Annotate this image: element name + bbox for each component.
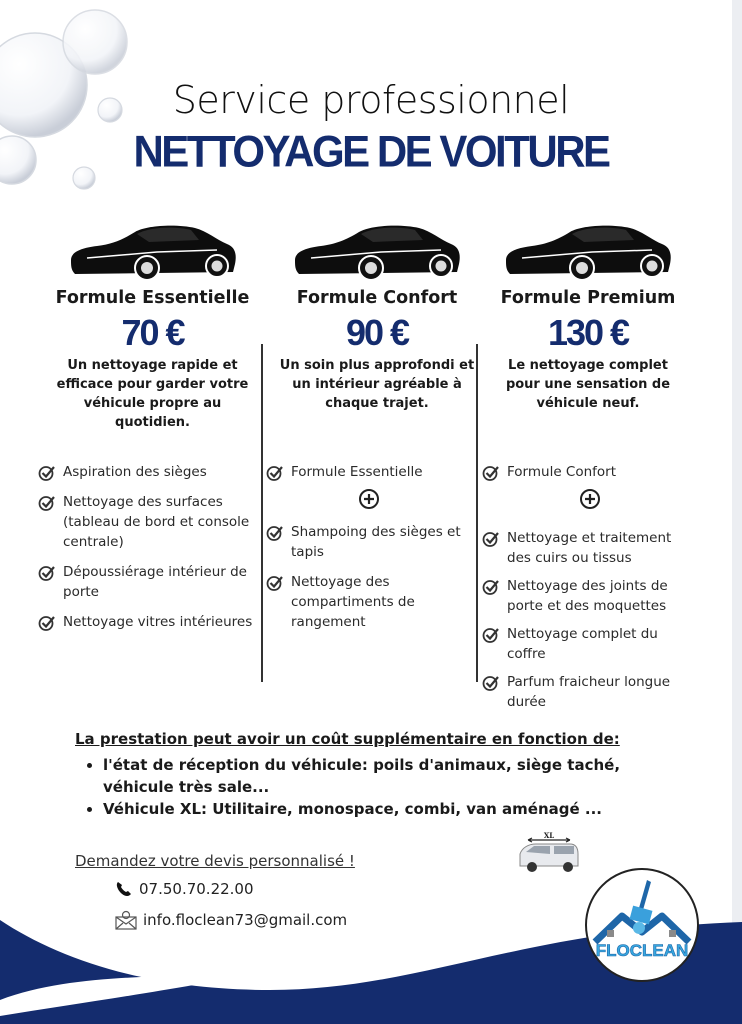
- brand-logo-icon: [587, 870, 697, 980]
- extra-cost-section: [75, 730, 675, 820]
- check-circle-icon: [38, 464, 56, 482]
- column-divider: [261, 344, 263, 682]
- feature-item: [266, 522, 471, 562]
- van-xl-label: XL: [543, 832, 555, 840]
- formula-price: 90 €: [345, 312, 409, 353]
- phone-icon: [115, 880, 133, 898]
- feature-list-confort: [266, 462, 471, 642]
- feature-text: Nettoyage des surfaces (tableau de bord et console centrale): [63, 494, 250, 550]
- feature-text: Nettoyage des joints de porte et des moquettes: [507, 578, 668, 614]
- feature-item: [266, 462, 471, 482]
- feature-text: Formule Confort: [507, 464, 617, 480]
- check-circle-icon: [482, 578, 500, 596]
- feature-item: [38, 562, 253, 602]
- formula-essentielle: [40, 220, 265, 432]
- page-subtitle: Service professionnel: [172, 78, 570, 122]
- check-circle-icon: [266, 574, 284, 592]
- feature-text: Shampoing des sièges et tapis: [291, 524, 461, 560]
- check-circle-icon: [38, 494, 56, 512]
- extra-cost-title: La prestation peut avoir un coût supplémentaire en fonction de:: [75, 730, 620, 748]
- car-icon: [67, 220, 239, 284]
- feature-item: [482, 624, 697, 664]
- feature-item: [266, 572, 471, 632]
- feature-text: Nettoyage des compartiments de rangement: [291, 574, 415, 630]
- plus-separator: [266, 488, 471, 516]
- page-title: NETTOYAGE DE VOITURE: [133, 126, 609, 177]
- feature-item: [38, 492, 253, 552]
- formula-description: Un soin plus approfondi et un intérieur agréable à chaque trajet.: [279, 358, 475, 411]
- phone-contact[interactable]: [115, 880, 254, 898]
- extra-cost-item: • l'état de réception du véhicule: poils d'animaux, siège taché, véhicule très sale...: [103, 754, 675, 798]
- check-circle-icon: [38, 564, 56, 582]
- feature-item: [482, 462, 697, 482]
- formula-price: 130 €: [547, 312, 629, 353]
- formula-name: Formule Confort: [296, 288, 458, 308]
- check-circle-icon: [266, 524, 284, 542]
- email-address[interactable]: info.floclean73@gmail.com: [143, 911, 348, 929]
- formula-premium: [488, 220, 688, 413]
- van-illustration: [514, 832, 584, 878]
- check-circle-icon: [482, 626, 500, 644]
- feature-item: [38, 612, 253, 632]
- formula-name: Formule Essentielle: [55, 288, 250, 308]
- extra-cost-item: • Véhicule XL: Utilitaire, monospace, combi, van aménagé ...: [103, 798, 675, 820]
- plus-separator: [482, 488, 697, 516]
- feature-text: Formule Essentielle: [291, 464, 423, 480]
- check-circle-icon: [482, 464, 500, 482]
- feature-text: Parfum fraicheur longue durée: [507, 674, 671, 710]
- floclean-logo: [585, 868, 699, 982]
- quote-request-link[interactable]: Demandez votre devis personnalisé !: [75, 852, 355, 870]
- formula-price: 70 €: [121, 312, 184, 353]
- check-circle-icon: [38, 614, 56, 632]
- feature-list-premium: [482, 462, 697, 722]
- feature-text: Nettoyage complet du coffre: [507, 626, 658, 662]
- check-circle-icon: [482, 530, 500, 548]
- feature-item: [482, 672, 697, 712]
- plus-circle-icon: [358, 488, 380, 510]
- feature-item: [38, 462, 253, 482]
- formula-confort: [272, 220, 482, 413]
- car-icon: [502, 220, 674, 284]
- feature-text: Nettoyage vitres intérieures: [63, 614, 253, 630]
- phone-number[interactable]: 07.50.70.22.00: [139, 880, 254, 898]
- feature-item: [482, 528, 697, 568]
- feature-item: [482, 576, 697, 616]
- formula-name: Formule Premium: [500, 288, 676, 308]
- extra-cost-list: [75, 754, 675, 820]
- feature-text: Aspiration des sièges: [63, 464, 207, 480]
- formula-description: Le nettoyage complet pour une sensation de véhicule neuf.: [505, 358, 671, 411]
- van-icon: [514, 832, 584, 874]
- feature-text: Nettoyage et traitement des cuirs ou tissus: [507, 530, 672, 566]
- column-divider: [476, 344, 478, 682]
- plus-circle-icon: [579, 488, 601, 510]
- feature-list-essentielle: [38, 462, 253, 642]
- check-circle-icon: [482, 674, 500, 692]
- car-icon: [291, 220, 463, 284]
- feature-text: Dépoussiérage intérieur de porte: [63, 564, 247, 600]
- formula-description: Un nettoyage rapide et efficace pour garder votre véhicule propre au quotidien.: [56, 358, 249, 430]
- brand-name: FLOCLEAN: [595, 941, 689, 960]
- check-circle-icon: [266, 464, 284, 482]
